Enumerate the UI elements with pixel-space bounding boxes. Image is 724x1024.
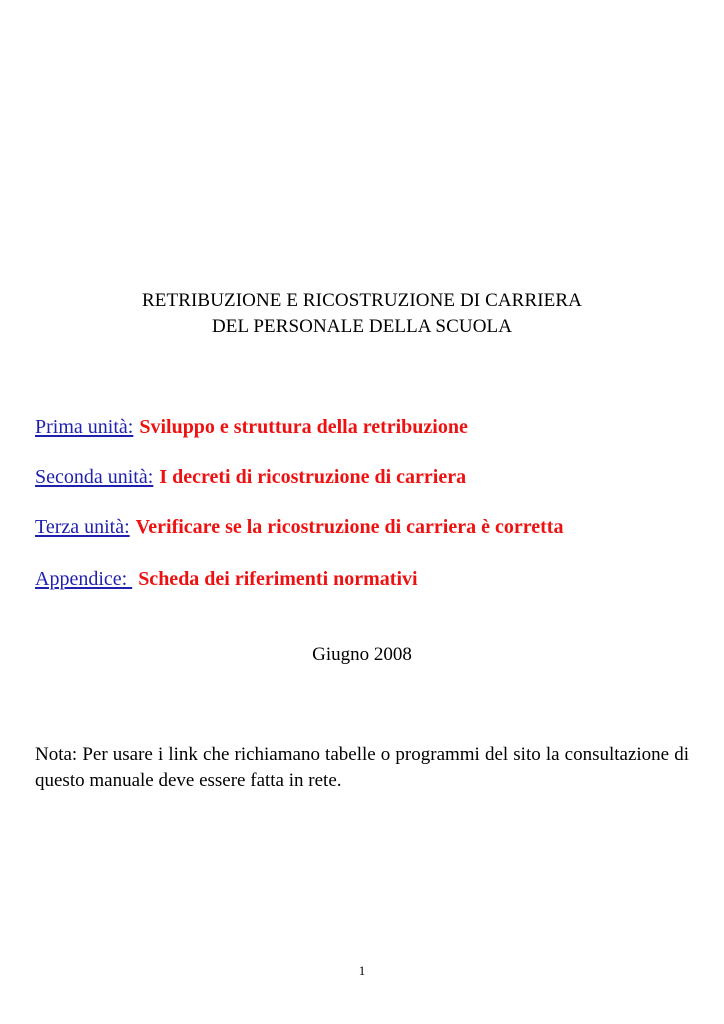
unit-entry-3 xyxy=(35,514,563,540)
appendix-link[interactable]: Appendice: xyxy=(35,568,133,590)
unit-1-link[interactable]: Prima unità: xyxy=(35,416,134,438)
page-number: 1 xyxy=(358,963,366,978)
unit-entry-1 xyxy=(35,414,468,440)
document-title-line-1: RETRIBUZIONE E RICOSTRUZIONE DI CARRIERA xyxy=(142,290,582,311)
appendix-entry xyxy=(35,566,418,592)
appendix-title: Scheda dei riferimenti normativi xyxy=(138,568,418,590)
unit-3-link[interactable]: Terza unità: xyxy=(35,516,130,538)
unit-3-title: Verificare se la ricostruzione di carriera è corretta xyxy=(135,516,564,538)
document-title-line-2: DEL PERSONALE DELLA SCUOLA xyxy=(211,316,513,337)
document-date: Giugno 2008 xyxy=(312,644,412,665)
unit-2-title: I decreti di ricostruzione di carriera xyxy=(159,466,467,488)
unit-1-title: Sviluppo e struttura della retribuzione xyxy=(139,416,468,438)
unit-entry-2 xyxy=(35,464,466,490)
unit-2-link[interactable]: Seconda unità: xyxy=(35,466,154,488)
usage-note: Nota: Per usare i link che richiamano tabelle o programmi del sito la consultazione di questo manuale deve essere fatta in rete. xyxy=(35,744,689,791)
